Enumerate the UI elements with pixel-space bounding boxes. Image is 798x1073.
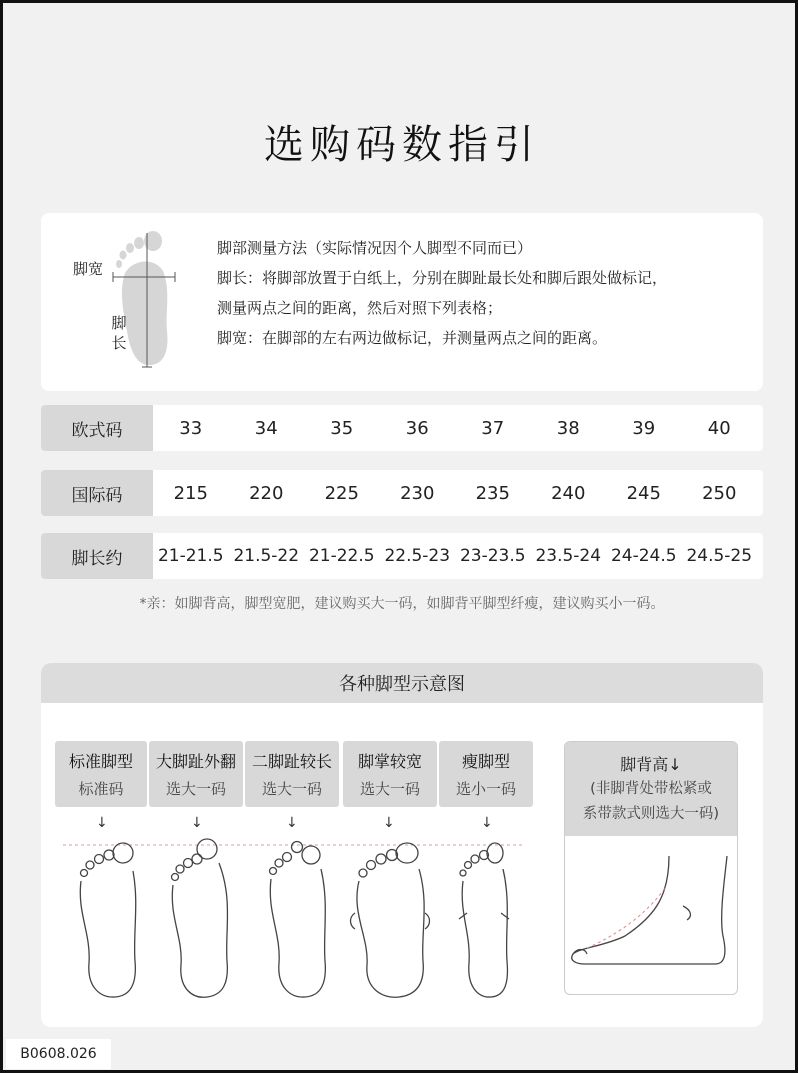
size-cell: 250 [702,482,737,504]
row-header: 欧式码 [41,405,153,451]
foot-type-name: 二脚趾较长 [251,752,332,771]
foot-width-label: 脚宽 [73,260,104,278]
size-cell: 39 [632,417,656,439]
measure-instructions [217,233,667,353]
size-cell: 225 [324,482,359,504]
foot-types-card [41,663,763,1027]
size-cell: 24-24.5 [610,546,677,566]
instep-advice-line: (非脚背处带松紧或 [590,781,712,797]
row-header: 国际码 [41,470,153,516]
measure-line: 测量两点之间的距离，然后对照下列表格； [217,299,503,317]
foot-type-standard [55,741,147,807]
instep-advice-line: 系带款式则选大一码) [582,806,720,822]
down-arrow-icon: ↓ [96,815,108,831]
foot-type-advice: 选小一码 [455,780,516,798]
foot-type-name: 脚掌较宽 [357,752,422,771]
foot-type-name: 标准脚型 [68,752,133,771]
size-cell: 240 [551,482,586,504]
page-title: 选购码数指引 [264,122,540,168]
size-cell: 33 [179,417,203,439]
foot-type-slim [439,741,533,807]
down-arrow-icon: ↓ [481,815,493,831]
foot-type-name: 大脚趾外翻 [155,752,236,771]
size-row-intl [41,470,763,516]
foot-type-advice: 选大一码 [261,780,322,798]
down-arrow-icon: ↓ [191,815,203,831]
foot-outlines-illustration [55,833,535,1003]
size-cell: 36 [405,417,429,439]
size-cell: 24.5-25 [686,546,753,566]
foot-type-advice: 选大一码 [165,780,226,798]
size-cell: 21.5-22 [233,546,300,566]
size-cell: 22.5-23 [384,546,451,566]
size-cell: 37 [481,417,505,439]
measure-card [41,213,763,391]
foot-type-advice: 选大一码 [359,780,420,798]
product-code: B0608.026 [6,1039,111,1069]
foot-type-name: 瘦脚型 [461,752,510,771]
size-cell: 215 [173,482,208,504]
foot-length-label: 脚长 [111,314,127,352]
size-cell: 34 [254,417,278,439]
foot-type-bunion [149,741,243,807]
measure-line: 脚宽：在脚部的左右两边做标记，并测量两点之间的距离。 [217,329,608,347]
row-header: 脚长约 [41,533,153,579]
high-instep-panel [564,741,738,995]
size-cell: 220 [249,482,284,504]
size-cell: 230 [400,482,435,504]
size-cell: 245 [626,482,661,504]
measure-line: 脚部测量方法（实际情况因个人脚型不同而已） [217,239,533,257]
instep-title: 脚背高↓ [620,755,682,774]
size-cell: 21-22.5 [308,546,375,566]
measure-line: 脚长：将脚部放置于白纸上，分别在脚趾最长处和脚后跟处做标记， [217,269,668,287]
size-cell: 35 [330,417,354,439]
size-cell: 23.5-24 [535,546,602,566]
size-cell: 21-21.5 [157,546,224,566]
foot-type-wide [343,741,437,807]
down-arrow-icon: ↓ [383,815,395,831]
sizing-note: *亲：如脚背高，脚型宽肥，建议购买大一码，如脚背平脚型纤瘦，建议购买小一码。 [139,596,665,612]
size-row-eu [41,405,763,451]
size-cell: 40 [707,417,731,439]
foot-type-long-second-toe [245,741,339,807]
size-cell: 235 [475,482,510,504]
side-foot-illustration [565,836,737,994]
foot-types-title: 各种脚型示意图 [41,663,763,703]
size-cell: 38 [556,417,580,439]
size-cell: 23-23.5 [459,546,526,566]
down-arrow-icon: ↓ [286,815,298,831]
size-row-length [41,533,763,579]
foot-type-advice: 标准码 [78,780,124,798]
